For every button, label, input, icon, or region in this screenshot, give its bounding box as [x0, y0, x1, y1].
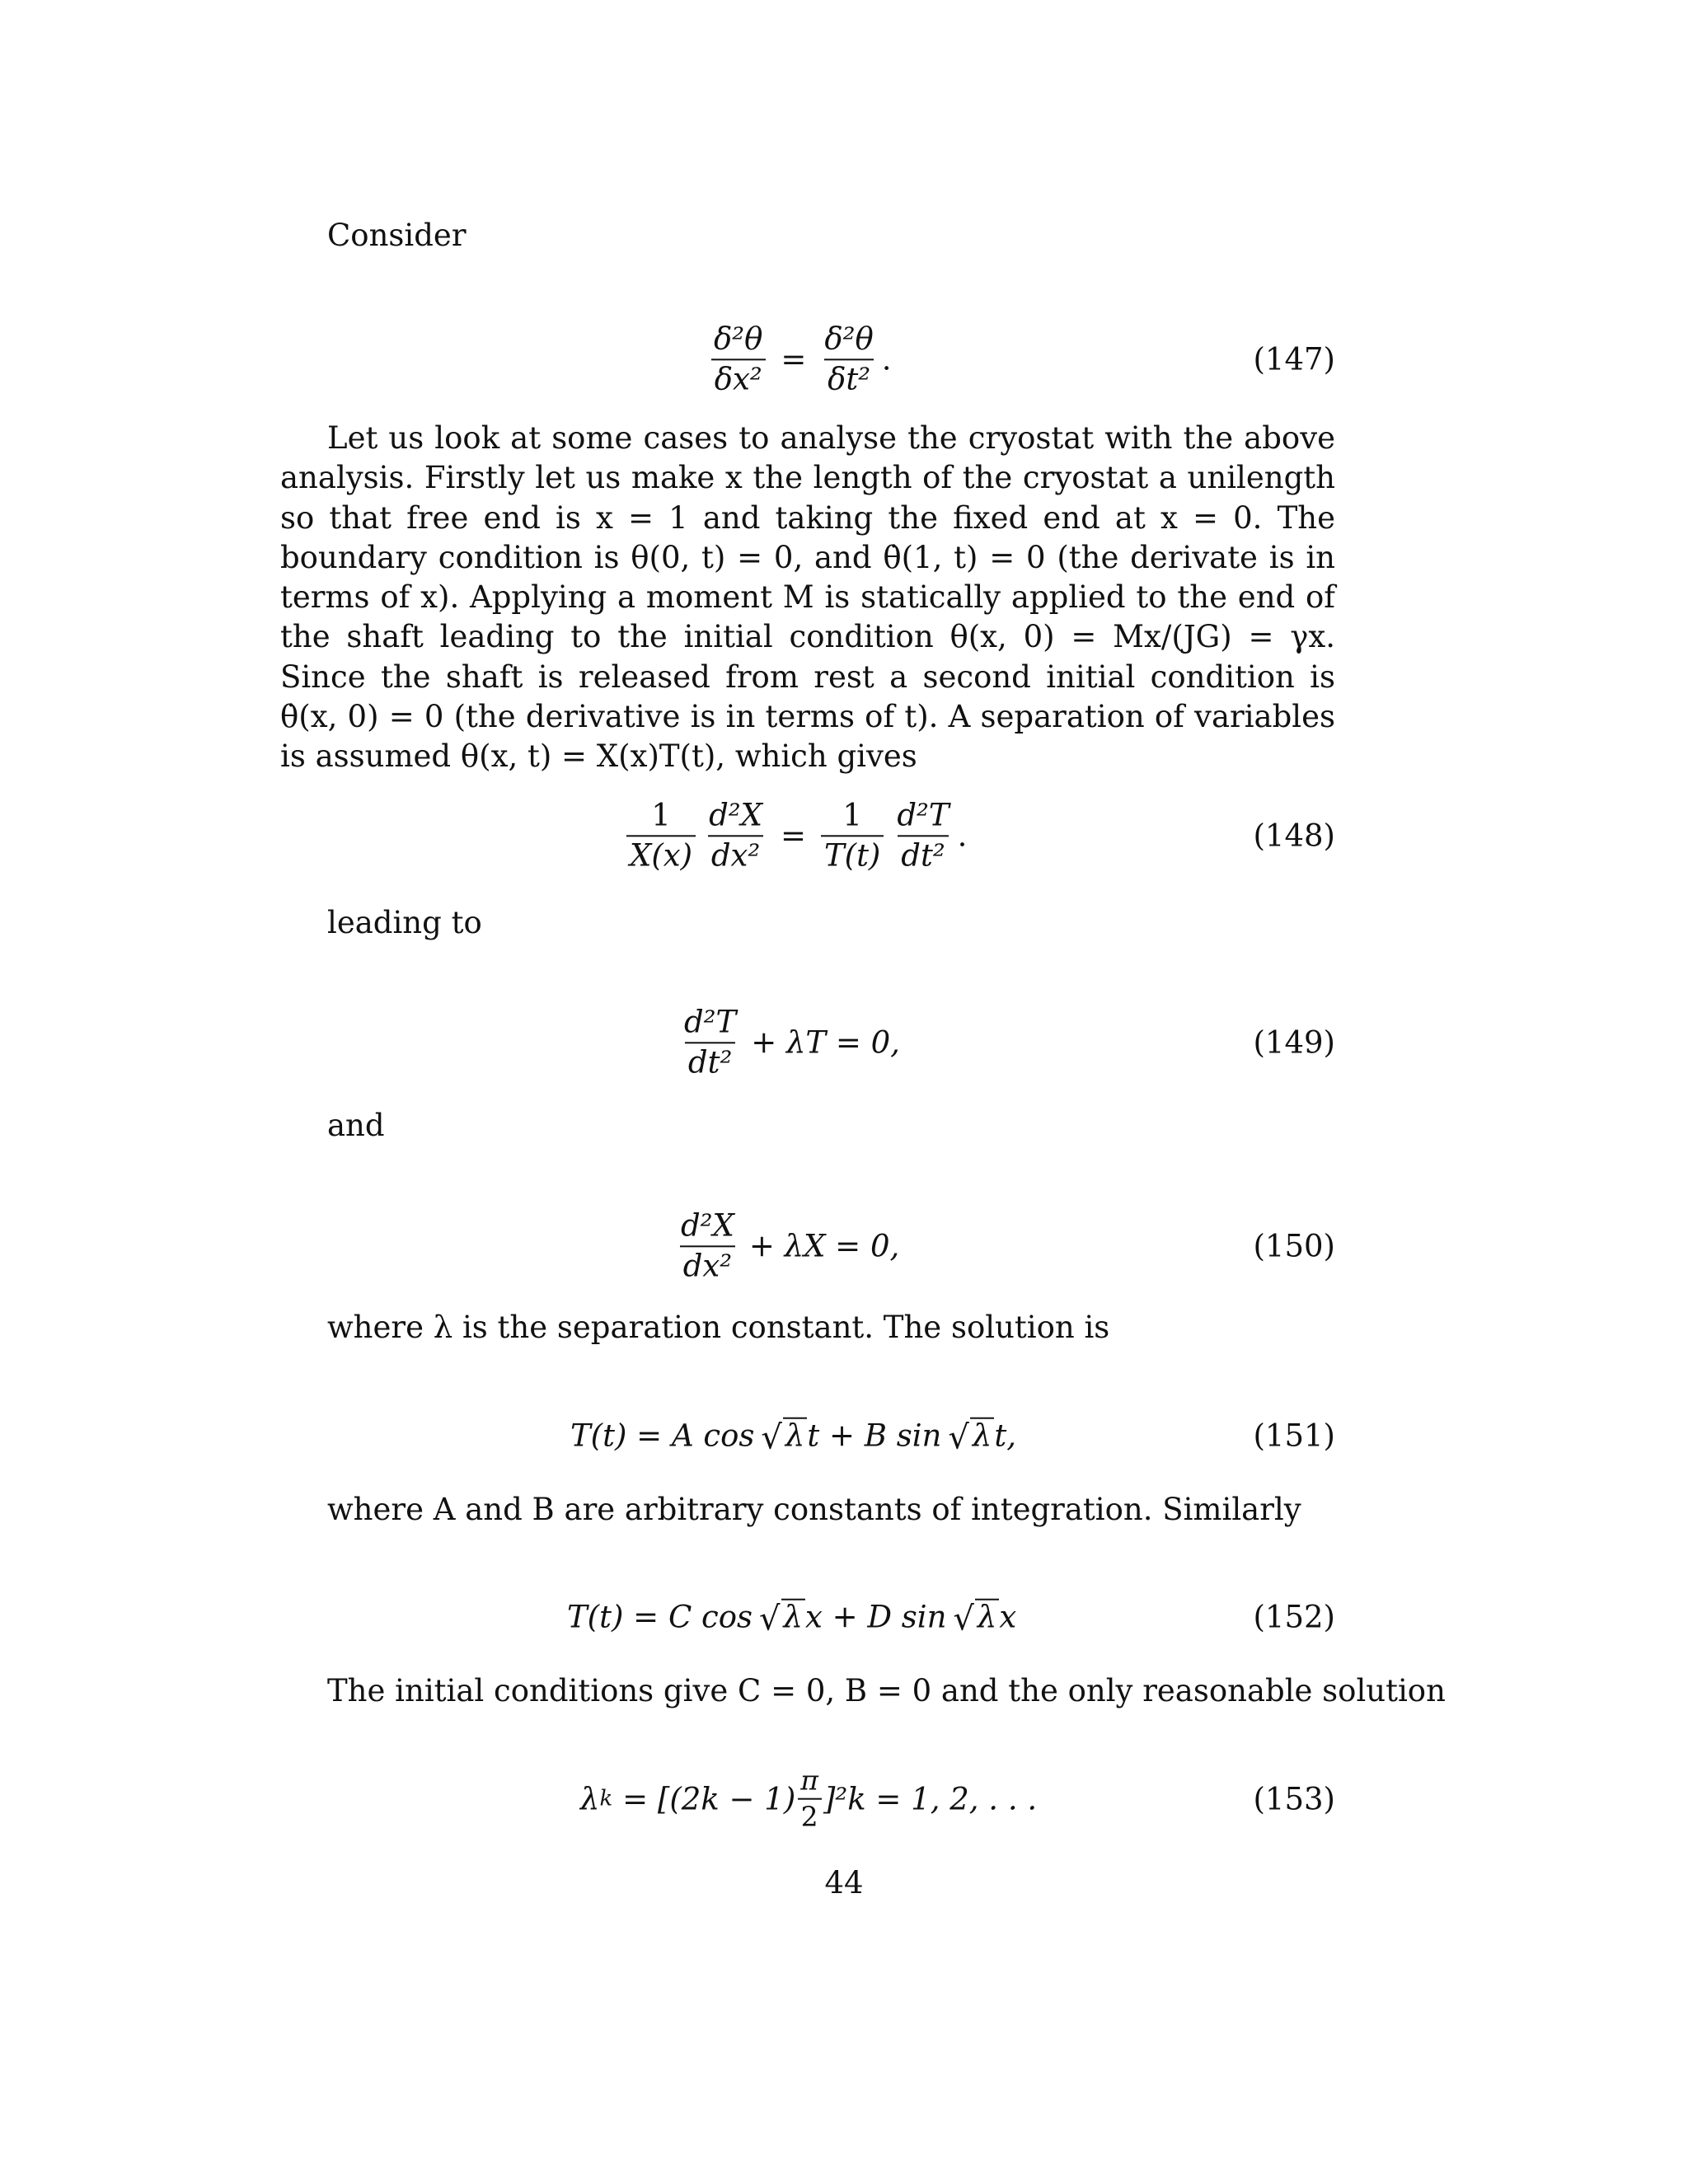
- paragraph-initial-conditions: The initial conditions give C = 0, B = 0 and the only reasonable solution: [327, 1673, 1446, 1708]
- fraction: $\frac{\pi}{2}$: [797, 1766, 822, 1833]
- equation-number: (148): [1253, 818, 1335, 854]
- equation-number: (153): [1253, 1781, 1335, 1817]
- paragraph-leading-to: leading to: [327, 905, 482, 940]
- square-root: √ λ: [759, 1599, 805, 1636]
- square-root: √ λ: [953, 1599, 999, 1636]
- equation-number: (152): [1253, 1599, 1335, 1635]
- equation-number: (147): [1253, 341, 1335, 377]
- equation-number: (149): [1253, 1024, 1335, 1061]
- fraction: $\frac{\text{d²X}}{\text{dx²}}$: [681, 1207, 734, 1283]
- paragraph-consider: Consider: [327, 218, 467, 253]
- square-root: √ λ: [761, 1418, 807, 1455]
- equation-150: $\frac{\text{d²X}}{\text{dx²}}$ + λX = 0, (150): [280, 1197, 1335, 1296]
- fraction: $\frac{\text{d²T}}{\text{dt²}}$: [684, 1004, 737, 1080]
- fraction: $\frac{1}{X(x)}$: [626, 799, 696, 872]
- fraction: $\frac{\text{d²T}}{\text{dt²}}$: [897, 797, 950, 873]
- paragraph-and: and: [327, 1108, 385, 1143]
- fraction: $\frac{\text{δ²θ}}{\text{δt²}}$: [824, 321, 874, 396]
- fraction: $\frac{\text{δ²θ}}{\text{δx²}}$: [710, 322, 766, 396]
- fraction: $\frac{1}{T(t)}$: [821, 799, 884, 872]
- equation-151: T(t) = A cos √ λ t + B sin √ λ t, (151): [570, 1418, 1335, 1457]
- equation-number: (151): [1253, 1418, 1335, 1454]
- paragraph-integration-constants: where A and B are arbitrary constants of integration. Similarly: [327, 1492, 1301, 1527]
- equation-152: T(t) = C cos √ λ x + D sin √ λ x (152): [567, 1599, 1335, 1638]
- square-root: √ λ: [948, 1418, 994, 1455]
- equation-153: λ k = [(2k − 1) $\frac{\pi}{2}$ ]²k = 1, 2, . . . (153): [580, 1764, 1335, 1833]
- page-number: 44: [824, 1865, 864, 1900]
- equation-149: $\frac{\text{d²T}}{\text{dt²}}$ + λT = 0, (149): [280, 993, 1335, 1092]
- fraction: $\frac{\text{d²X}}{\text{dx²}}$: [709, 797, 762, 873]
- equation-148: $\frac{1}{X(x)}$ $\frac{\text{d²X}}{\text{dx²}}$ = $\frac{1}{T(t)}$ $\frac{\text{d²T}}{\text{dt²}}$ . (148): [280, 786, 1335, 885]
- equation-number: (150): [1253, 1228, 1335, 1264]
- equation-147: $\frac{\text{δ²θ}}{\text{δx²}}$ = $\frac{\text{δ²θ}}{\text{δt²}}$ . (147): [280, 310, 1335, 409]
- paragraph-cryostat-analysis: Let us look at some cases to analyse the cryostat with the above analysis. Firstly let us make x the length of the cryostat a unilength so that free end is x = 1 and taking the fixed end at x = 0. The boundary condition is θ(0, t) = 0, and θ̇(1, t) = 0 (the derivate is in terms of x). Applying a moment M is statically applied to the end of the shaft leading to the initial condition θ(x, 0) = Mx/(JG) = γx. Since the shaft is released from rest a second initial condition is θ̇(x, 0) = 0 (the derivative is in terms of t). A separation of variables is assumed θ(x, t) = X(x)T(t), which gives: [280, 420, 1335, 775]
- paragraph-separation-constant: where λ is the separation constant. The solution is: [327, 1310, 1110, 1345]
